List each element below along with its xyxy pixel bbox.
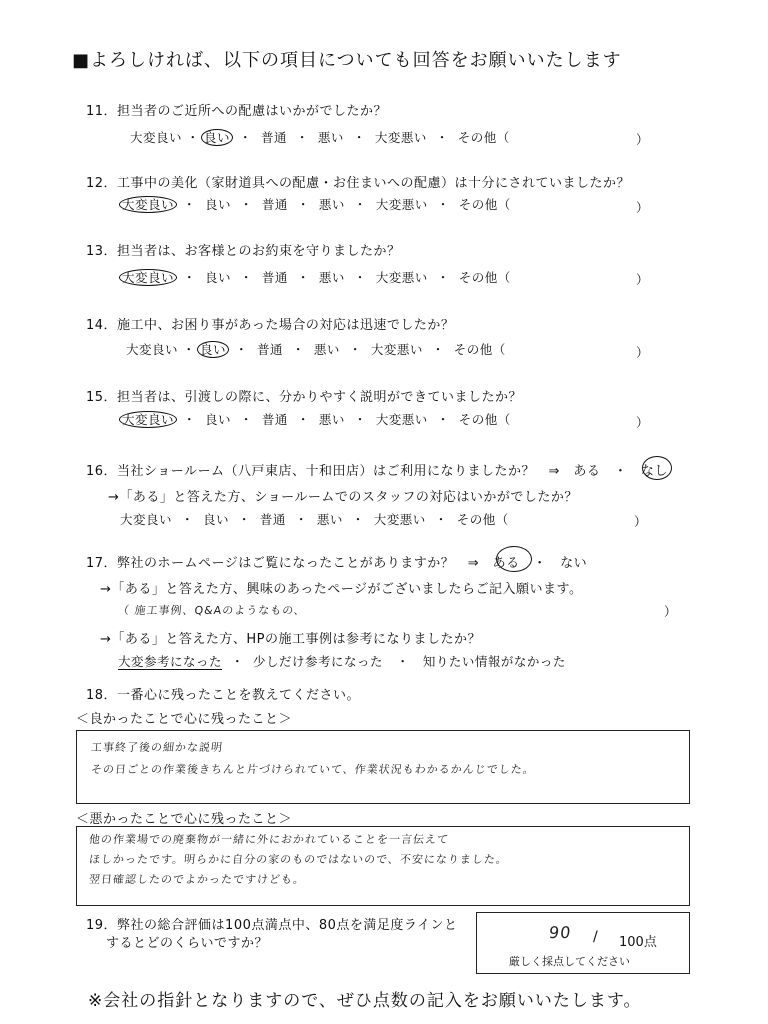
option-bad[interactable]: 悪い (316, 512, 343, 527)
option-very-bad[interactable]: 大変悪い (373, 512, 426, 527)
bad-label: ＜悪かったことで心に残ったこと＞ (76, 812, 293, 827)
close-paren: ） (636, 272, 650, 287)
good-answer-line-2: その日ごとの作業後きちんと片づけられていて、作業状況もわかるかんじでした。 (90, 763, 536, 776)
option-very-good[interactable]: 大変良い (126, 342, 179, 357)
options-12[interactable] (122, 195, 511, 213)
separator: ・ (295, 130, 309, 145)
separator: ・ (396, 654, 410, 669)
score-note: 厳しく採点してください (509, 955, 630, 968)
options-14[interactable] (126, 340, 506, 358)
separator: ・ (353, 197, 367, 212)
option-normal[interactable]: 普通 (261, 412, 288, 427)
options-11[interactable] (130, 128, 510, 146)
separator: ・ (239, 197, 253, 212)
option-very-bad[interactable]: 大変悪い (375, 197, 428, 212)
separator: ・ (182, 412, 196, 427)
question-16-sub: →「ある」と答えた方、ショールームでのスタッフの対応はいかがでしたか？ (108, 490, 578, 505)
option-very-helpful-selected[interactable]: 大変参考になった (118, 654, 223, 669)
question-14: 14．施工中、お困り事があった場合の対応は迅速でしたか？ (86, 318, 455, 333)
close-paren: ） (636, 132, 650, 147)
option-normal[interactable]: 普通 (261, 270, 288, 285)
option-other[interactable]: その他（ (458, 197, 511, 212)
option-bad[interactable]: 悪い (317, 130, 344, 145)
separator: ・ (353, 412, 367, 427)
good-label: ＜良かったことで心に残ったこと＞ (76, 712, 293, 727)
separator: ・ (353, 270, 367, 285)
option-good[interactable]: 良い (204, 197, 231, 212)
handwritten-answer-pages: （ 施工事例、Q&Aのようなもの、 (117, 604, 307, 617)
option-normal[interactable]: 普通 (261, 197, 288, 212)
close-paren: ） (636, 345, 650, 360)
option-bad[interactable]: 悪い (318, 270, 345, 285)
separator: ・ (436, 197, 450, 212)
question-19-line-2: するとどのくらいですか？ (106, 936, 269, 951)
option-very-bad[interactable]: 大変悪い (374, 130, 427, 145)
score-box[interactable] (476, 912, 690, 974)
separator: ・ (296, 197, 310, 212)
bad-answer-line-1: 他の作業場での廃棄物が一緒に外におかれていることを一言伝えて (88, 833, 450, 846)
separator: ・ (180, 512, 194, 527)
separator: ・ (296, 412, 310, 427)
option-other[interactable]: その他（ (458, 412, 511, 427)
option-normal[interactable]: 普通 (256, 342, 283, 357)
good-answer-box[interactable] (76, 730, 690, 804)
option-very-good[interactable]: 大変良い (120, 512, 173, 527)
question-11: 11．担当者のご近所への配慮はいかがでしたか？ (86, 104, 388, 119)
question-19-line-1: 19．弊社の総合評価は100点満点中、80点を満足度ラインと (86, 918, 458, 933)
separator: ・ (352, 130, 366, 145)
separator: ・ (239, 412, 253, 427)
option-slightly-helpful[interactable]: 少しだけ参考になった (252, 654, 383, 669)
separator: ・ (436, 412, 450, 427)
option-good[interactable]: 良い (204, 270, 231, 285)
options-13[interactable] (122, 268, 511, 286)
separator: ・ (230, 654, 244, 669)
question-12: 12．工事中の美化（家財道具への配慮・お住まいへの配慮）は十分にされていましたか？ (86, 176, 631, 191)
option-very-bad[interactable]: 大変悪い (375, 412, 428, 427)
options-17[interactable] (118, 652, 566, 670)
option-no-info[interactable]: 知りたい情報がなかった (422, 654, 566, 669)
good-answer-line-1: 工事終了後の細かな説明 (90, 741, 224, 754)
page-title: ■よろしければ、以下の項目についても回答をお願いいたします (72, 50, 622, 71)
option-very-good-selected[interactable]: 大変良い (119, 411, 177, 428)
selected-none-circle (642, 456, 672, 480)
score-slash: / (593, 929, 598, 945)
separator: ・ (186, 130, 200, 145)
close-paren: ） (636, 200, 650, 215)
question-18: 18．一番心に残ったことを教えてください。 (86, 688, 361, 703)
options-15[interactable] (122, 410, 511, 428)
option-other[interactable]: その他（ (457, 130, 510, 145)
separator: ・ (431, 342, 445, 357)
separator: ・ (182, 197, 196, 212)
footer-note: ※会社の指針となりますので、ぜひ点数の記入をお願いいたします。 (88, 991, 642, 1011)
separator: ・ (294, 512, 308, 527)
option-very-bad[interactable]: 大変悪い (375, 270, 428, 285)
question-17-sub1: →「ある」と答えた方、興味のあったページがございましたらご記入願います。 (100, 582, 583, 597)
bad-answer-line-3: 翌日確認したのでよかったですけども。 (88, 873, 306, 886)
option-other[interactable]: その他（ (458, 270, 511, 285)
separator: ・ (351, 512, 365, 527)
separator: ・ (234, 342, 248, 357)
option-normal[interactable]: 普通 (260, 130, 287, 145)
separator: ・ (182, 342, 196, 357)
close-paren: ） (664, 604, 678, 619)
option-other[interactable]: その他（ (456, 512, 509, 527)
question-17: 17．弊社のホームページはご覧になったことがありますか？ ⇒ ある ・ ない (86, 556, 588, 571)
score-max: 100点 (619, 935, 657, 950)
options-16[interactable] (120, 510, 509, 528)
separator: ・ (348, 342, 362, 357)
question-17-sub2: →「ある」と答えた方、HPの施工事例は参考になりましたか？ (100, 632, 482, 647)
close-paren: ） (634, 514, 648, 529)
option-very-good-selected[interactable]: 大変良い (119, 196, 177, 213)
separator: ・ (434, 512, 448, 527)
question-15: 15．担当者は、引渡しの際に、分かりやすく説明ができていましたか？ (86, 390, 523, 405)
option-normal[interactable]: 普通 (259, 512, 286, 527)
separator: ・ (435, 130, 449, 145)
separator: ・ (239, 270, 253, 285)
option-bad[interactable]: 悪い (313, 342, 340, 357)
selected-yes-circle (496, 546, 532, 572)
option-bad[interactable]: 悪い (318, 412, 345, 427)
separator: ・ (296, 270, 310, 285)
score-value: 90 (548, 923, 573, 942)
option-very-bad[interactable]: 大変悪い (370, 342, 423, 357)
bad-answer-box[interactable] (76, 826, 690, 906)
question-13: 13．担当者は、お客様とのお約束を守りましたか？ (86, 244, 401, 259)
option-very-good[interactable]: 大変良い (130, 130, 183, 145)
close-paren: ） (636, 415, 650, 430)
separator: ・ (291, 342, 305, 357)
separator: ・ (436, 270, 450, 285)
option-good-selected[interactable]: 良い (197, 341, 229, 358)
option-bad[interactable]: 悪い (318, 197, 345, 212)
option-other[interactable]: その他（ (453, 342, 506, 357)
separator: ・ (237, 512, 251, 527)
option-very-good-selected[interactable]: 大変良い (119, 269, 177, 286)
option-good[interactable]: 良い (202, 512, 229, 527)
separator: ・ (182, 270, 196, 285)
option-good[interactable]: 良い (204, 412, 231, 427)
separator: ・ (238, 130, 252, 145)
question-16: 16．当社ショールーム（八戸東店、十和田店）はご利用になりましたか？ ⇒ ある ・ なし (86, 464, 668, 479)
bad-answer-line-2: ほしかったです。明らかに自分の家のものではないので、不安になりました。 (88, 853, 509, 866)
option-good-selected[interactable]: 良い (201, 129, 233, 146)
